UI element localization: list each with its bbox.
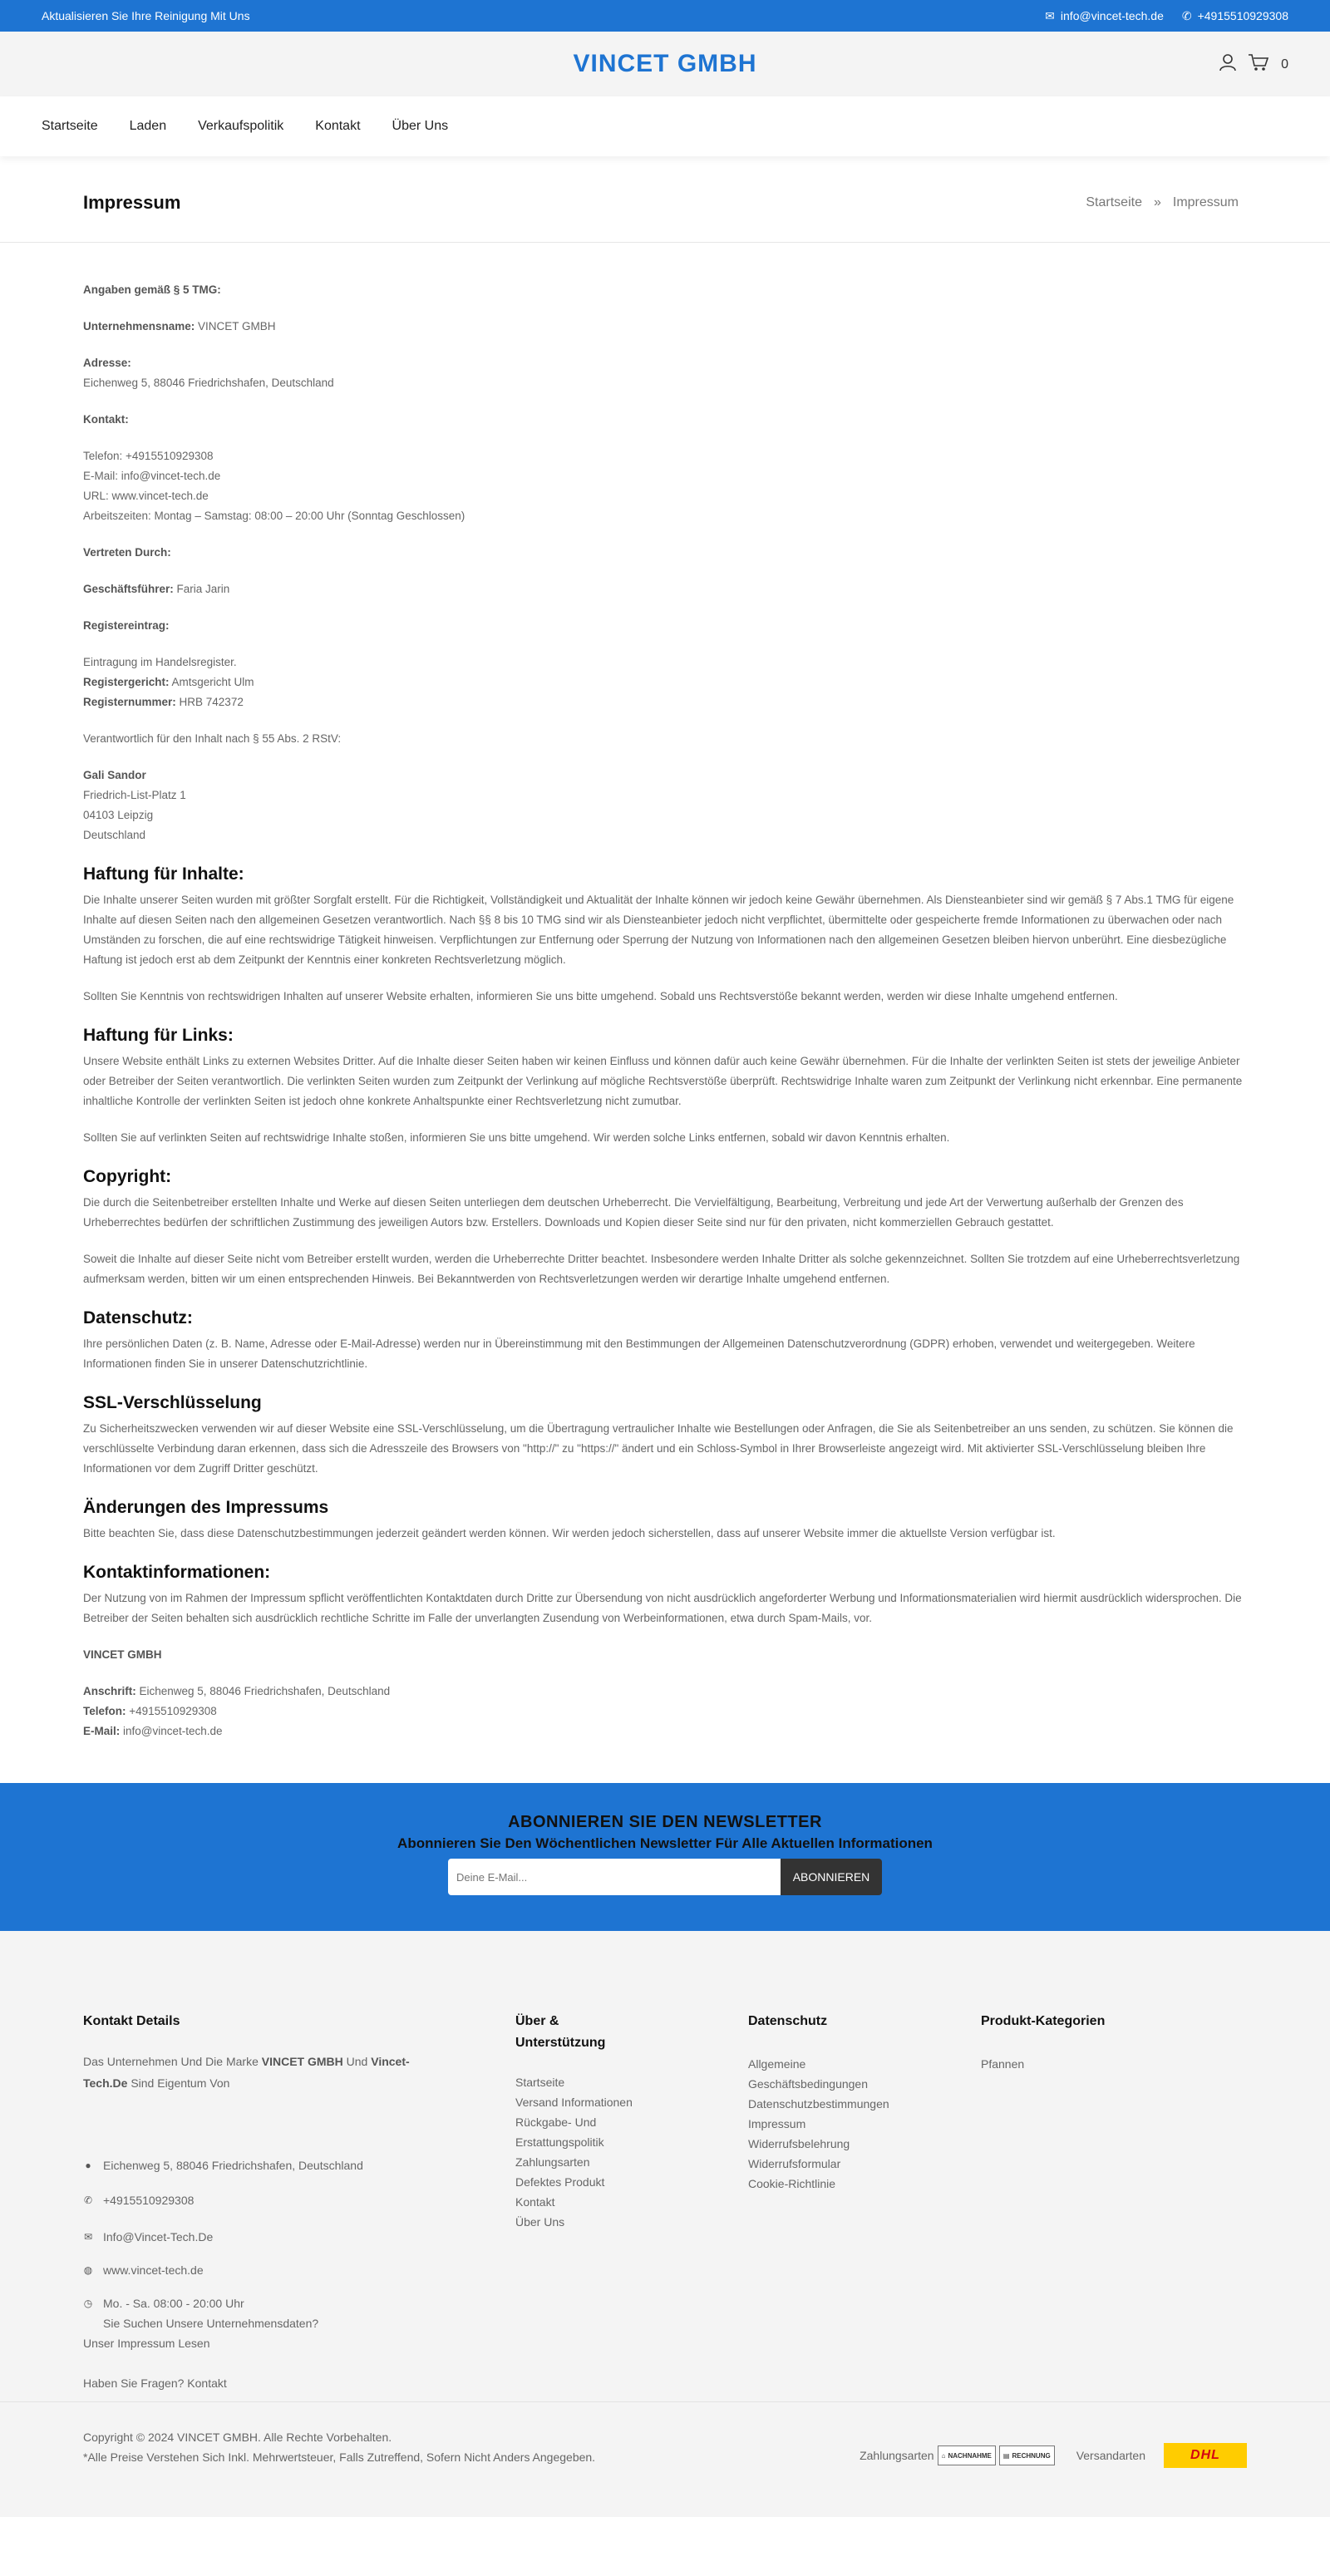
footer-link[interactable]: Defektes Produkt (515, 2175, 605, 2189)
cart-icon[interactable] (1248, 53, 1269, 76)
contact-phone: Telefon: +4915510929308 (83, 450, 214, 462)
map-marker-icon: ● (85, 2160, 91, 2171)
section-text: Zu Sicherheitszwecken verwenden wir auf dieser Website eine SSL-Verschlüsselung, um die Übertragung vertraulicher Inhalte wie Bestellungen oder Anfragen, die Sie als Seitenbetreiber an uns senden, zu schützen. Sie können die verschlüsselte Verbindung daran erkennen, dass sich die Adresszeile des Browsers von "http://" zu "https://" ändert und ein Schloss-Symbol in Ihrer Browserleiste angezeigt wird. Mit aktivierter SSL-Verschlüsselung bleiben Ihre Informationen vor dem Zugriff Dritter geschützt. (83, 1422, 1234, 1475)
invoice-badge: ▤ RECHNUNG (999, 2445, 1055, 2465)
section-heading-ssl: SSL-Verschlüsselung (83, 1393, 262, 1412)
copyright-text: Copyright © 2024 VINCET GMBH. Alle Rechte Vorbehalten. (83, 2431, 392, 2444)
section-text: Sollten Sie auf verlinkten Seiten auf rechtswidrige Inhalte stoßen, informieren Sie uns bitte umgehend. Wir werden solche Links entfernen, sobald wir davon Kenntnis erhalten. (83, 1131, 950, 1144)
footer-link[interactable]: Über Uns (515, 2215, 565, 2229)
contact-email[interactable]: E-Mail: info@vincet-tech.de (83, 470, 221, 482)
breadcrumb-separator: » (1153, 195, 1161, 209)
contact-hours: Arbeitszeiten: Montag – Samstag: 08:00 – 20:00 Uhr (Sonntag Geschlossen) (83, 510, 466, 522)
nav-verkaufspolitik[interactable]: Verkaufspolitik (198, 119, 284, 133)
breadcrumb-current: Impressum (1172, 195, 1239, 209)
footer-heading: Kontakt Details (83, 2014, 180, 2028)
page-title-bar (0, 163, 1330, 243)
footer-link[interactable]: Pfannen (981, 2057, 1025, 2071)
register-court: Amtsgericht Ulm (169, 676, 254, 688)
section-text: Soweit die Inhalte auf dieser Seite nicht vom Betreiber erstellt wurden, werden die Urheberrechte Dritter beachtet. Insbesondere werden Inhalte Dritter als solche gekennzeichnet. Sollten Sie trotzdem auf eine Urheberrechtsverletzung aufmerksam werden, bitten wir um einen entsprechenden Hinweis. Bei Bekanntwerden von Rechtsverletzungen werden wir derartige Inhalte umgehend entfernen. (83, 1253, 1240, 1285)
footer-link[interactable]: Datenschutzbestimmungen (748, 2097, 889, 2111)
promo-text: Aktualisieren Sie Ihre Reinigung Mit Uns (42, 9, 250, 22)
section-heading-links: Haftung für Links: (83, 1026, 234, 1045)
page-title: Impressum (83, 191, 181, 213)
footer-heading: Produkt-Kategorien (981, 2014, 1106, 2028)
responsible-name: Gali Sandor (83, 769, 146, 781)
section-text: Ihre persönlichen Daten (z. B. Name, Adresse oder E-Mail-Adresse) werden nur in Übereinstimmung mit den Bestimmungen der Allgemeinen Datenschutzverordnung (GDPR) erhoben, verwendet und weitergegeben. Weitere Informationen finden Sie in unserer Datenschutzrichtlinie. (83, 1337, 1195, 1370)
clock-icon: ◷ (83, 2298, 93, 2309)
footer-link[interactable]: Widerrufsformular (748, 2157, 841, 2170)
price-note: *Alle Preise Verstehen Sich Inkl. Mehrwertsteuer, Falls Zutreffend, Sofern Nicht Anders Angegeben. (83, 2450, 596, 2464)
section-heading-datenschutz: Datenschutz: (83, 1308, 193, 1327)
section-text: Unsere Website enthält Links zu externen Websites Dritter. Auf die Inhalte dieser Seiten haben wir keinen Einfluss und können dafür auch keine Gewähr übernehmen. Für die Inhalte der verlinkten Seiten ist stets der jeweilige Anbieter oder Betreiber der Seiten verantwortlich. Die verlinkten Seiten wurden zum Zeitpunkt der Verlinkung auf mögliche Rechtsverstöße überprüft. Rechtswidrige Inhalte waren zum Zeitpunkt der Verlinkung nicht erkennbar. Eine permanente inhaltliche Kontrolle der verlinkten Seiten ist jedoch ohne konkrete Anhaltspunkte einer Rechtsverletzung nicht zumutbar. (83, 1055, 1243, 1107)
impressum-content: Angaben gemäß § 5 TMG: Unternehmensname: VINCET GMBH Adresse: Eichenweg 5, 88046 Friedrichshafen, Deutschland Kontakt: Telefon: +4915510929308 E-Mail: info@vincet-tech.de URL: www.vincet-tech.de Arbeitszeiten: Montag – Samstag: 08:00 – 20:00 Uhr (Sonntag Geschlossen) Vertreten Durch: Geschäftsführer: Faria Jarin Registereintrag: Eintragung im Handelsregister. Registergericht: Amtsgericht Ulm Registernummer: HRB 742372 Verantwortlich für den Inhalt nach § 55 Abs. 2 RStV: Gali Sandor Friedrich-List-Platz 1 04103 Leipzig Deutschland Haftung für Inhalte: Die Inhalte unserer Seiten wurden mit größter Sorgfalt erstellt. Für die Richtigkeit, Vollständigkeit und Aktualität der Inhalte können wir jedoch keine Gewähr übernehmen. Als Diensteanbieter sind wir gemäß § 7 Abs.1 TMG für eigene Inhalte auf diesen Seiten nach den allgemeinen Gesetzen verantwortlich. Nach §§ 8 bis 10 TMG sind wir als Diensteanbieter jedoch nicht verpflichtet, übermittelte oder gespeicherte fremde Informationen zu überwachen oder nach Umständen zu forschen, die auf eine rechtswidrige Tätigkeit hinweisen. Verpflichtungen zur Entfernung oder Sperrung der Nutzung von Informationen nach den allgemeinen Gesetzen bleiben hiervon unberührt. Eine diesbezügliche Haftung ist jedoch erst ab dem Zeitpunkt der Kenntnis einer konkreten Rechtsverletzung möglich. Sollten Sie Kenntnis von rechtswidrigen Inhalten auf unserer Website erhalten, informieren Sie uns bitte umgehend. Sobald uns Rechtsverstöße bekannt werden, werden wir diese Inhalte umgehend entfernen. Haftung für Links: Unsere Website enthält Links zu externen Websites Dritter. Auf die Inhalte dieser Seiten haben wir keinen Einfluss und können dafür auch keine Gewähr übernehmen. Für die Inhalte der verlinkten Seiten ist stets der jeweilige Anbieter oder Betreiber der Seiten verantwortlich. Die verlinkten Seiten wurden zum Zeitpunkt der Verlinkung auf mögliche Rechtsverstöße überprüft. Rechtswidrige Inhalte waren zum Zeitpunkt der Verlinkung nicht erkennbar. Eine permanente inhaltliche Kontrolle der verlinkten Seiten ist jedoch ohne konkrete Anhaltspunkte einer Rechtsverletzung nicht zumutbar. Sollten Sie auf verlinkten Seiten auf rechtswidrige Inhalte stoßen, informieren Sie uns bitte umgehend. Wir werden solche Links entfernen, sobald wir davon Kenntnis erhalten. Copyright: Die durch die Seitenbetreiber erstellten Inhalte und Werke auf diesen Seiten unterliegen dem deutschen Urheberrecht. Die Vervielfältigung, Bearbeitung, Verbreitung und jede Art der Verwertung außerhalb der Grenzen des Urheberrechtes bedürfen der schriftlichen Zustimmung des jeweiligen Autors bzw. Erstellers. Downloads und Kopien dieser Seite sind nur für den privaten, nicht kommerziellen Gebrauch gestattet. Soweit die Inhalte auf dieser Seite nicht vom Betreiber erstellt wurden, werden die Urheberrechte Dritter beachtet. Insbesondere werden Inhalte Dritter als solche gekennzeichnet. Sollten Sie trotzdem auf eine Urheberrechtsverletzung aufmerksam werden, bitten wir um einen entsprechenden Hinweis. Bei Bekanntwerden von Rechtsverletzungen werden wir derartige Inhalte umgehend entfernen. Datenschutz: Ihre persönlichen Daten (z. B. Name, Adresse oder E-Mail-Adresse) werden nur in Übereinstimmung mit den Bestimmungen der Allgemeinen Datenschutzverordnung (GDPR) erhoben, verwendet und weitergegeben. Weitere Informationen finden Sie in unserer Datenschutzrichtlinie. SSL-Verschlüsselung Zu Sicherheitszwecken verwenden wir auf dieser Website eine SSL-Verschlüsselung, um die Übertragung vertraulicher Inhalte wie Bestellungen oder Anfragen, die Sie als Seitenbetreiber an uns senden, zu schützen. Sie können die verschlüsselte Verbindung daran erkennen, dass sich die Adresszeile des Browsers von "http://" zu "https://" ändert und ein Schloss-Symbol in Ihrer Browserleiste angezeigt wird. Mit aktivierter SSL-Verschlüsselung bleiben Ihre Informationen vor dem Zugriff Dritter geschützt. Änderungen des Impressums Bitte beachten Sie, dass diese Datenschutzbestimmungen jederzeit geändert werden können. Wir werden jedoch sicherstellen, dass auf unserer Website immer die aktuellste Version verfügbar ist. Kontaktinformationen: Der Nutzung von im Rahmen der Impressum spflicht veröffentlichten Kontaktdaten durch Dritte zur Übersendung von nicht ausdrücklich angeforderter Werbung und Informationsmaterialien wird hiermit ausdrücklich widersprochen. Die Betreiber der Seiten behalten sich ausdrücklich rechtliche Schritte im Falle der unverlangten Zusendung von Werbeinformationen, etwa durch Spam-Mails, vor. VINCET GMBH Anschrift: Eichenweg 5, 88046 Friedrichshafen, Deutschland Telefon: +4915510929308 E-Mail: info@vincet-tech.de (0, 243, 1330, 1783)
main-nav (0, 96, 1330, 156)
cart-count: 0 (1281, 57, 1288, 71)
section-text: Die durch die Seitenbetreiber erstellten Inhalte und Werke auf diesen Seiten unterliegen dem deutschen Urheberrecht. Die Vervielfältigung, Bearbeitung, Verbreitung und jede Art der Verwertung außerhalb der Grenzen des Urheberrechtes bedürfen der schriftlichen Zustimmung des jeweiligen Autors bzw. Erstellers. Downloads und Kopien dieser Seite sind nur für den privaten, nicht kommerziellen Gebrauch gestattet. (83, 1196, 1184, 1229)
envelope-icon: ✉ (1045, 8, 1055, 22)
footer-support (515, 2011, 748, 2393)
footer-heading: Über & Unterstützung (515, 2014, 606, 2050)
user-icon[interactable] (1219, 53, 1236, 76)
nav-ueber-uns[interactable]: Über Uns (392, 119, 449, 133)
cash-on-delivery-badge: ⌂ NACHNAHME (938, 2445, 996, 2465)
site-footer (0, 1931, 1330, 2517)
tmg-heading: Angaben gemäß § 5 TMG: (83, 283, 221, 296)
footer-link[interactable]: Rückgabe- Und Erstattungspolitik (515, 2115, 604, 2149)
newsletter-email-input[interactable] (448, 1859, 781, 1895)
topbar-email[interactable]: ✉ info@vincet-tech.de (1045, 8, 1164, 22)
company-address: Eichenweg 5, 88046 Friedrichshafen, Deutschland (83, 377, 334, 389)
section-heading-aenderungen: Änderungen des Impressums (83, 1498, 329, 1517)
nav-kontakt[interactable]: Kontakt (315, 119, 361, 133)
footer-bottom (0, 2401, 1330, 2517)
company-name: VINCET GMBH (195, 320, 276, 332)
footer-link[interactable]: Kontakt (515, 2195, 555, 2209)
shipping-label: Versandarten (1076, 2449, 1145, 2462)
newsletter-title: ABONNIEREN SIE DEN NEWSLETTER (508, 1813, 822, 1831)
contact-url[interactable]: URL: www.vincet-tech.de (83, 490, 209, 502)
impressum-link[interactable]: Unser Impressum Lesen (83, 2337, 210, 2350)
footer-link[interactable]: Versand Informationen (515, 2096, 633, 2109)
footer-categories (981, 2011, 1189, 2393)
nav-laden[interactable]: Laden (129, 119, 167, 133)
subscribe-button[interactable]: ABONNIEREN (781, 1859, 882, 1895)
footer-link[interactable]: Zahlungsarten (515, 2155, 590, 2169)
register-number: HRB 742372 (175, 696, 244, 708)
newsletter-section (0, 1783, 1330, 1931)
footer-link[interactable]: Widerrufsbelehrung (748, 2137, 850, 2150)
site-header (0, 32, 1330, 96)
topbar-phone[interactable]: ✆ +4915510929308 (1181, 8, 1288, 22)
document-icon: ▤ (1002, 2451, 1010, 2460)
responsible-note: Verantwortlich für den Inhalt nach § 55 Abs. 2 RStV: (83, 732, 342, 745)
footer-link[interactable]: Impressum (748, 2117, 806, 2130)
footer-link[interactable]: Startseite (515, 2076, 565, 2089)
section-heading-copyright: Copyright: (83, 1167, 172, 1186)
section-text: Die Inhalte unserer Seiten wurden mit größter Sorgfalt erstellt. Für die Richtigkeit, Vollständigkeit und Aktualität der Inhalte können wir jedoch keine Gewähr übernehmen. Als Diensteanbieter sind wir gemäß § 7 Abs.1 TMG für eigene Inhalte auf diesen Seiten nach den allgemeinen Gesetzen verantwortlich. Nach §§ 8 bis 10 TMG sind wir als Diensteanbieter jedoch nicht verpflichtet, übermittelte oder gespeicherte fremde Informationen zu überwachen oder nach Umständen zu forschen, die auf eine rechtswidrige Tätigkeit hinweisen. Verpflichtungen zur Entfernung oder Sperrung der Nutzung von Informationen nach den allgemeinen Gesetzen bleiben hiervon unberührt. Eine diesbezügliche Haftung ist jedoch erst ab dem Zeitpunkt der Kenntnis einer konkreten Rechtsverletzung möglich. (83, 894, 1234, 966)
newsletter-subtitle: Abonnieren Sie Den Wöchentlichen Newsletter Für Alle Aktuellen Informationen (397, 1835, 933, 1851)
section-text: Bitte beachten Sie, dass diese Datenschutzbestimmungen jederzeit geändert werden können. Wir werden jedoch sicherstellen, dass auf unserer Website immer die aktuellste Version verfügbar ist. (83, 1527, 1056, 1539)
dhl-logo: DHL (1164, 2443, 1247, 2468)
logo[interactable]: VINCET GMBH (573, 50, 757, 77)
phone-icon: ✆ (83, 2194, 93, 2206)
section-heading-inhalte: Haftung für Inhalte: (83, 864, 244, 884)
footer-link[interactable]: Allgemeine Geschäftsbedingungen (748, 2057, 868, 2091)
footer-contact: Kontakt Details Das Unternehmen Und Die Marke VINCET GMBH Und Vincet-Tech.De Sind Eigentum Von ● Eichenweg 5, 88046 Friedrichshafen, Deutschland ✆ +4915510929308 ✉ Info@Vincet-Tech.De ◍ www.vincet-tech.de ◷ Mo. - Sa. 08:00 - 20:00 Uhr Sie Suchen Unsere Unternehmensdaten? Unser Impressum Lesen Haben Sie Fragen? Kontakt (83, 2011, 515, 2393)
bottom-company-name: VINCET GMBH (83, 1648, 162, 1661)
footer-link[interactable]: Cookie-Richtlinie (748, 2177, 836, 2190)
envelope-icon: ✉ (83, 2231, 93, 2243)
globe-icon: ◍ (83, 2264, 93, 2276)
footer-about: Das Unternehmen Und Die Marke VINCET GMBH Und Vincet-Tech.De Sind Eigentum Von (83, 2055, 410, 2090)
nav-startseite[interactable]: Startseite (42, 119, 98, 133)
section-text: Sollten Sie Kenntnis von rechtswidrigen Inhalten auf unserer Website erhalten, informieren Sie uns bitte umgehend. Sobald uns Rechtsverstöße bekannt werden, werden wir diese Inhalte umgehend entfernen. (83, 990, 1118, 1002)
payment-label: Zahlungsarten (860, 2449, 934, 2462)
questions-contact-link[interactable]: Haben Sie Fragen? Kontakt (83, 2377, 227, 2390)
footer-privacy (748, 2011, 981, 2393)
breadcrumb (1086, 195, 1239, 210)
top-bar (0, 0, 1330, 32)
house-icon: ⌂ (941, 2451, 946, 2460)
managing-director: Faria Jarin (173, 583, 230, 595)
phone-icon: ✆ (1181, 8, 1192, 22)
breadcrumb-home[interactable]: Startseite (1086, 195, 1142, 209)
section-text: Der Nutzung von im Rahmen der Impressum spflicht veröffentlichten Kontaktdaten durch Dritte zur Übersendung von nicht ausdrücklich angeforderter Werbung und Informationsmaterialien wird hiermit ausdrücklich widersprochen. Die Betreiber der Seiten behalten sich ausdrücklich rechtliche Schritte im Falle der unverlangten Zusendung von Werbeinformationen, etwa durch Spam-Mails, vor. (83, 1592, 1242, 1624)
section-heading-kontaktinfo: Kontaktinformationen: (83, 1563, 271, 1582)
footer-heading: Datenschutz (748, 2014, 828, 2028)
